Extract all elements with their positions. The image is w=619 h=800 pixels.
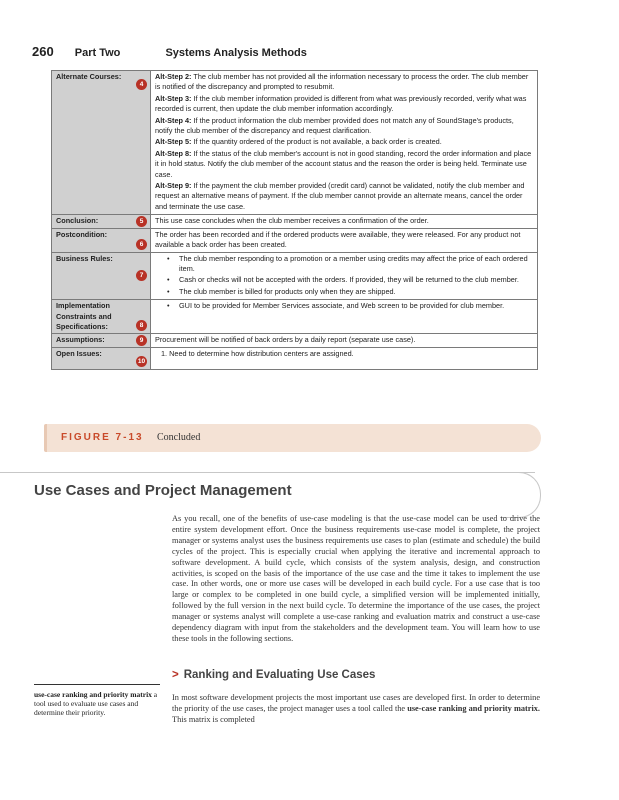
section-rule bbox=[0, 472, 535, 473]
constraint-item: • GUI to be provided for Member Services associate, and Web screen to be provided for club member. bbox=[167, 301, 533, 311]
margin-glossary-note bbox=[34, 690, 162, 717]
callout-badge: 5 bbox=[136, 216, 147, 227]
rule-item: • The club member responding to a promotion or a member using credits may affect the price of each ordered item. bbox=[167, 254, 533, 275]
running-title: Systems Analysis Methods bbox=[165, 47, 307, 59]
part-label: Part Two bbox=[74, 47, 121, 59]
value-cell bbox=[151, 300, 538, 334]
alt-step: Alt-Step 5: If the quantity ordered of the product is not available, a back order is created. bbox=[155, 137, 442, 147]
row-assumptions bbox=[52, 334, 538, 347]
row-postcondition bbox=[52, 228, 538, 252]
figure-label: FIGURE 7-13 bbox=[61, 432, 144, 443]
heading-arrow-icon: > bbox=[172, 669, 179, 681]
label-cell bbox=[52, 228, 151, 252]
row-label: Open Issues: bbox=[56, 348, 102, 358]
rule-item: • Cash or checks will not be accepted with the orders. If provided, they will be returned to the club member. bbox=[167, 275, 533, 285]
issue-number: 1. bbox=[161, 348, 168, 358]
alt-step: Alt-Step 4: If the product information the club member provided does not match any of SoundStage's products, notify the club member of the discrepancy and request clarification. bbox=[155, 115, 514, 136]
row-label: Alternate Courses: bbox=[56, 72, 122, 81]
figure-caption-bar bbox=[44, 424, 541, 452]
row-label: Implementation Constraints and Specifications: bbox=[56, 301, 112, 331]
value-cell bbox=[151, 71, 538, 215]
row-open-issues bbox=[52, 347, 538, 369]
row-label: Business Rules: bbox=[56, 253, 113, 263]
section-rule-arc bbox=[500, 472, 541, 518]
glossary-definition: a tool used to evaluate use cases and determine their priority. bbox=[34, 690, 158, 717]
body-paragraph: In most software development projects the most important use cases are developed first. In order to determine the priority of the use cases, the project manager uses a tool called the use-case ranking and priority matrix. This matrix is completed bbox=[172, 693, 540, 724]
page-number: 260 bbox=[32, 44, 54, 59]
alt-step: Alt-Step 3: If the club member information provided is different from what was previously recorded, verify what was recorded is current, then update the club member information accordingly. bbox=[155, 93, 527, 114]
row-conclusion bbox=[52, 215, 538, 228]
issue-text: Need to determine how distribution centers are assigned. bbox=[169, 348, 354, 358]
row-label: Assumptions: bbox=[56, 335, 105, 345]
callout-badge: 9 bbox=[136, 335, 147, 346]
section-heading: Use Cases and Project Management bbox=[34, 482, 292, 499]
label-cell bbox=[52, 252, 151, 300]
rule-item: • The club member is billed for products only when they are shipped. bbox=[167, 287, 533, 297]
subsection-heading bbox=[172, 669, 375, 681]
margin-note-rule bbox=[34, 684, 160, 685]
value-cell: Procurement will be notified of back orders by a daily report (separate use case). bbox=[151, 334, 538, 347]
alt-step: Alt-Step 8: If the status of the club member's account is not in good standing, record the order information and place it in hold status. Notify the club member of the account status and the reason the order is being held. Terminate use case. bbox=[155, 148, 532, 179]
value-cell bbox=[151, 347, 538, 369]
alt-step: Alt-Step 9: If the payment the club member provided (credit card) cannot be validated, notify the club member and request an alternative means of payment. If the club member cannot provide an alternate means, cancel the order and terminate the use case. bbox=[155, 181, 525, 211]
callout-badge: 7 bbox=[136, 270, 147, 281]
key-term: use-case ranking and priority matrix. bbox=[407, 703, 540, 713]
row-alternate-courses bbox=[52, 71, 538, 215]
row-implementation bbox=[52, 300, 538, 334]
use-case-table bbox=[51, 70, 538, 370]
callout-badge: 8 bbox=[136, 320, 147, 331]
running-header bbox=[32, 44, 307, 59]
figure-caption: Concluded bbox=[157, 432, 201, 443]
label-cell bbox=[52, 215, 151, 228]
glossary-term: use-case ranking and priority matrix bbox=[34, 690, 152, 699]
row-label: Conclusion: bbox=[56, 216, 99, 226]
row-business-rules bbox=[52, 252, 538, 300]
label-cell bbox=[52, 347, 151, 369]
value-cell: The order has been recorded and if the ordered products were available, they were released. For any product not available a back order has been created. bbox=[151, 228, 538, 252]
value-cell bbox=[151, 252, 538, 300]
callout-badge: 10 bbox=[137, 357, 146, 365]
alt-step: Alt-Step 2: The club member has not provided all the information necessary to process the order. The club member is notified of the discrepancy and prompted to resubmit. bbox=[155, 72, 529, 92]
value-cell: This use case concludes when the club member receives a confirmation of the order. bbox=[151, 215, 538, 228]
label-cell bbox=[52, 71, 151, 215]
callout-badge: 4 bbox=[136, 79, 147, 90]
row-label: Postcondition: bbox=[56, 229, 108, 239]
callout-badge: 6 bbox=[136, 239, 147, 250]
subsection-title: Ranking and Evaluating Use Cases bbox=[183, 669, 376, 681]
body-paragraph: As you recall, one of the benefits of use-case modeling is that the use-case model can be used to drive the entire system development effort. Once the business requirements use-case model is complete, the project manager or systems analyst uses the business requirements use cases to plan (estimate and schedule) the build cycles of the project. This is especially crucial when applying the iterative and incremental approach to software development. A build cycle, which consists of the system analysis, design, and construction activities, is scoped on the basis of the importance of the use case and the time it takes to implement the use case. In other words, one or more use cases will be developed in each build cycle. For a use case that is too large or complex to be completed in one build cycle, a simplified version will be implemented initially, followed by the full version in the next build cycle. To determine the importance of the use cases, the project manager or systems analyst will complete a use-case ranking and evaluation matrix and construct a use-case dependency diagram with input from the stakeholders and the development team. You will learn how to use these tools in the following sections. bbox=[172, 514, 540, 643]
label-cell bbox=[52, 300, 151, 334]
label-cell bbox=[52, 334, 151, 347]
